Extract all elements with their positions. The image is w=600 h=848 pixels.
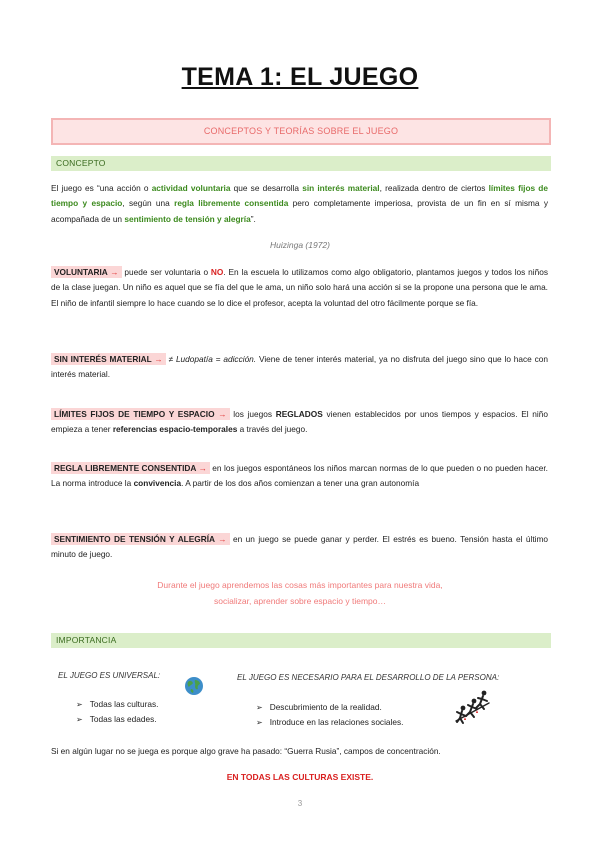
text-span: pero completamente imperiosa, provista de un fin en sí misma y acompañada de un <box>51 198 548 224</box>
page-title: TEMA 1: EL JUEGO <box>181 63 419 91</box>
limites-label <box>51 408 230 420</box>
arrow-icon: → <box>154 354 163 364</box>
reglados-emphasis: REGLADOS <box>275 409 323 419</box>
voluntaria-paragraph <box>51 265 548 311</box>
keyword-actividad-voluntaria: actividad voluntaria <box>151 183 231 193</box>
text-span: los juegos <box>229 409 276 419</box>
runners-icon <box>453 689 493 727</box>
text-span: ”. <box>250 213 256 224</box>
label-text: SIN INTERÉS MATERIAL <box>54 354 152 364</box>
text-span: en un juego se puede ganar y perder. El estrés es bueno. Tensión hasta el último minuto de juego. <box>51 534 548 560</box>
section-bar-concepto: CONCEPTO <box>51 156 551 171</box>
sin-interes-label <box>51 353 166 365</box>
text-span: El juego es “una acción o <box>51 183 152 193</box>
voluntaria-label <box>51 266 122 278</box>
quote-line-1: Durante el juego aprendemos las cosas más importantes para nuestra vida, <box>157 580 443 590</box>
text-span: que se desarrolla <box>230 183 303 193</box>
list-item: ➢ Todas las edades. <box>76 712 158 727</box>
text-span: a través del juego. <box>237 424 308 435</box>
sentimiento-label <box>51 533 230 545</box>
text-span: ≠ <box>165 354 176 364</box>
citation-source: Huizinga (1972) <box>269 240 330 250</box>
sentimiento-paragraph <box>51 532 548 563</box>
text-span: puede ser voluntaria o <box>121 267 211 277</box>
page-number: 3 <box>297 799 303 808</box>
keyword-sin-interes: sin interés material <box>302 183 380 193</box>
universal-list <box>76 697 158 727</box>
text-span: , según una <box>122 198 175 209</box>
final-statement: EN TODAS LAS CULTURAS EXISTE. <box>226 772 374 782</box>
globe-icon <box>184 676 204 696</box>
section-bar-importancia: IMPORTANCIA <box>51 633 551 648</box>
convivencia-emphasis: convivencia <box>133 478 182 489</box>
necesario-heading: EL JUEGO ES NECESARIO PARA EL DESARROLLO DE LA PERSONA: <box>237 673 500 682</box>
subtitle-box: CONCEPTOS Y TEORÍAS SOBRE EL JUEGO <box>51 118 551 145</box>
label-text: SENTIMIENTO DE TENSIÓN Y ALEGRÍA <box>54 534 215 544</box>
ludopatia-text: Ludopatía = adicción. <box>175 354 257 364</box>
arrow-icon: → <box>218 409 227 419</box>
text-span: , realizada dentro de ciertos <box>379 183 489 193</box>
arrow-icon: → <box>218 534 227 544</box>
list-item: ➢ Descubrimiento de la realidad. <box>256 700 403 715</box>
arrow-icon: → <box>110 267 119 277</box>
list-item: ➢ Introduce en las relaciones sociales. <box>256 715 403 730</box>
regla-label <box>51 462 210 474</box>
keyword-sentimiento: sentimiento de tensión y alegría <box>124 213 251 224</box>
text-span: vienen establecidos por unos tiempos y espacios. El niño empieza a tener <box>51 409 548 435</box>
label-text: LÍMITES FIJOS DE TIEMPO Y ESPACIO <box>54 409 215 419</box>
footer-sentence: Si en algún lugar no se juega es porque algo grave ha pasado: “Guerra Rusia”, campos de concentración. <box>51 746 441 756</box>
text-span: . En la escuela lo utilizamos como algo obligatorio, plantamos juegos y todos los niños de la clase juegan. Un niño es aquel que se fía del que le ama, un niño solo hará una acción si se la propone una persona que le ama. El niño de infantil siempre lo hace cuando se lo dice el profesor, acepta la voluntad del otro fácilmente porque se fía. <box>51 267 548 308</box>
text-span: en los juegos espontáneos los niños marcan normas de lo que pueden o no pueden hacer. La norma introduce la <box>51 463 548 489</box>
keyword-limites: límites fijos de tiempo y espacio <box>51 183 548 209</box>
sin-interes-paragraph <box>51 352 548 383</box>
no-emphasis: NO <box>210 267 224 277</box>
referencias-emphasis: referencias espacio-temporales <box>112 424 238 435</box>
limites-paragraph <box>51 407 548 438</box>
regla-paragraph <box>51 461 548 492</box>
universal-heading: EL JUEGO ES UNIVERSAL: <box>58 671 161 680</box>
text-span: . A partir de los dos años comienzan a tener una gran autonomía <box>181 478 420 489</box>
text-span: Viene de tener interés material, ya no disfruta del juego sino que lo hace con interés material. <box>51 354 549 380</box>
keyword-regla: regla libremente consentida <box>174 198 289 209</box>
arrow-icon: → <box>198 463 207 473</box>
list-item: ➢ Todas las culturas. <box>76 697 158 712</box>
label-text: VOLUNTARIA <box>54 267 108 277</box>
necesario-list <box>256 700 403 730</box>
quote-line-2: socializar, aprender sobre espacio y tiempo… <box>214 596 386 606</box>
label-text: REGLA LIBREMENTE CONSENTIDA <box>54 463 197 473</box>
definition-paragraph <box>51 181 548 227</box>
